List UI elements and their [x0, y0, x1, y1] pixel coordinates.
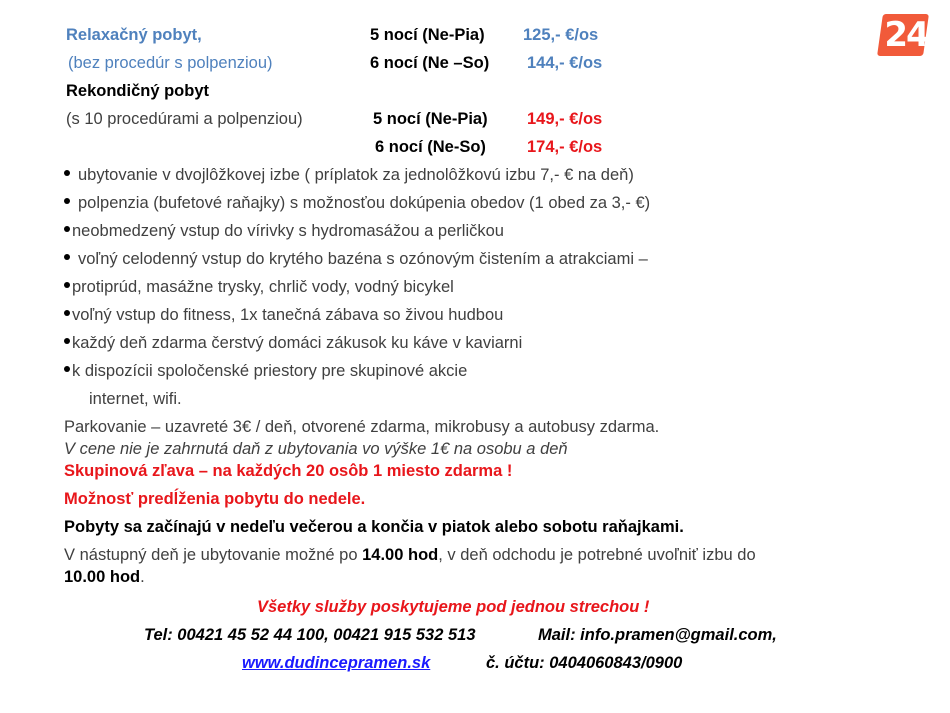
site-logo[interactable]: [880, 14, 928, 58]
bullet-continuation: internet, wifi.: [89, 390, 182, 408]
bullet-dot-icon: [64, 310, 70, 316]
logo-text: 24: [884, 15, 928, 55]
bullet-item: voľný celodenný vstup do krytého bazéna s ozónovým čistením a atrakciami –: [64, 248, 648, 270]
bullet-item: protiprúd, masážne trysky, chrlič vody, vodný bicykel: [64, 276, 454, 298]
bullet-dot-icon: [64, 198, 70, 204]
offer1-row1-price: 125,- €/os: [523, 26, 599, 44]
group-discount: Skupinová zľava – na každých 20 osôb 1 miesto zdarma !: [64, 462, 513, 480]
bullet-item: polpenzia (bufetové raňajky) s možnosťou dokúpenia obedov (1 obed za 3,- €): [64, 192, 650, 214]
contact-phones: Tel: 00421 45 52 44 100, 00421 915 532 513: [144, 626, 476, 644]
bullet-item: každý deň zdarma čerstvý domáci zákusok ku káve v kaviarni: [64, 332, 522, 354]
offer2-row1-nights: 5 nocí (Ne-Pia): [373, 110, 488, 128]
offer2-title: Rekondičný pobyt: [66, 82, 210, 100]
bullet-item: voľný vstup do fitness, 1x tanečná zábava so živou hudbou: [64, 304, 503, 326]
offer1-row2-price: 144,- €/os: [527, 54, 603, 72]
tax-note: V cene nie je zahrnutá daň z ubytovania vo výške 1€ na osobu a deň: [64, 440, 568, 458]
bullet-dot-icon: [64, 282, 70, 288]
checkin-info: V nástupný deň je ubytovanie možné po 14.00 hod, v deň odchodu je potrebné uvoľniť izbu do: [64, 546, 756, 564]
bullet-dot-icon: [64, 226, 70, 232]
bullet-item: ubytovanie v dvojlôžkovej izbe ( príplatok za jednolôžkovú izbu 7,- € na deň): [64, 164, 634, 186]
start-info: Pobyty sa začínajú v nedeľu večerou a končia v piatok alebo sobotu raňajkami.: [64, 518, 684, 536]
offer2-subtitle: (s 10 procedúrami a polpenziou): [66, 110, 303, 128]
offer1-row2-nights: 6 nocí (Ne –So): [370, 54, 490, 72]
contact-email[interactable]: Mail: info.pramen@gmail.com,: [538, 626, 777, 644]
bank-account: č. účtu: 0404060843/0900: [486, 654, 683, 672]
website-link[interactable]: www.dudincepramen.sk: [242, 654, 431, 672]
offer2-row2-nights: 6 nocí (Ne-So): [375, 138, 486, 156]
checkout-info: 10.00 hod.: [64, 568, 145, 586]
stay-extension: Možnosť predĺženia pobytu do nedele.: [64, 490, 366, 508]
bullet-dot-icon: [64, 338, 70, 344]
bullet-dot-icon: [64, 254, 70, 260]
bullet-item: k dispozícii spoločenské priestory pre skupinové akcie: [64, 360, 467, 382]
bullet-item: neobmedzený vstup do vírivky s hydromasážou a perličkou: [64, 220, 504, 242]
bullet-dot-icon: [64, 366, 70, 372]
offer2-row1-price: 149,- €/os: [527, 110, 603, 128]
bullet-dot-icon: [64, 170, 70, 176]
offer1-title: Relaxačný pobyt,: [66, 26, 202, 44]
offer1-row1-nights: 5 nocí (Ne-Pia): [370, 26, 485, 44]
slogan: Všetky služby poskytujeme pod jednou strechou !: [257, 598, 650, 616]
offer2-row2-price: 174,- €/os: [527, 138, 603, 156]
parking-info: Parkovanie – uzavreté 3€ / deň, otvorené zdarma, mikrobusy a autobusy zdarma.: [64, 418, 660, 436]
offer1-subtitle: (bez procedúr s polpenziou): [68, 54, 273, 72]
